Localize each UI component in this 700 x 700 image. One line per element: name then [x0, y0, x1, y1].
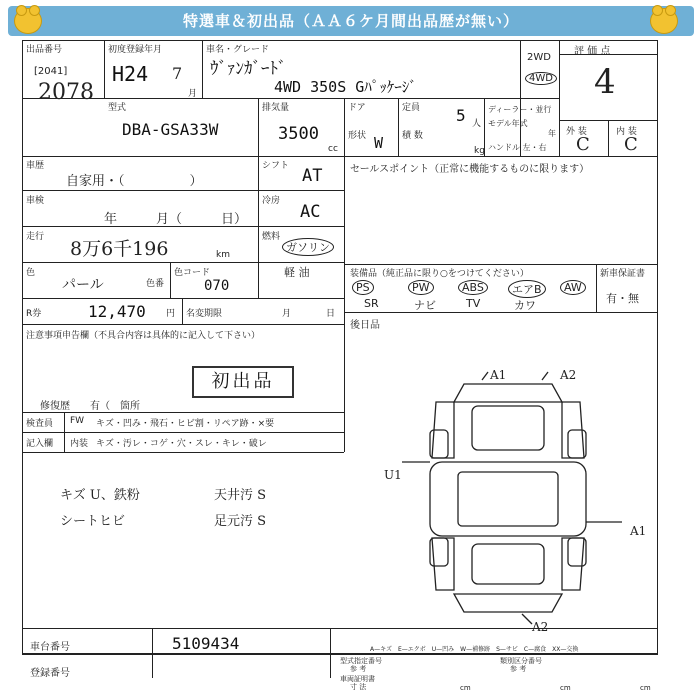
exterior-defects: キズ・凹み・飛石・ヒビ割・リペア跡・×要 [96, 419, 275, 429]
handwritten-note-3: 天井汚 S [214, 488, 267, 503]
displacement-label: 排気量 [262, 103, 290, 113]
mileage-unit: km [216, 250, 230, 260]
spec-ref-2: 参 考 [510, 665, 527, 673]
shift-value: AT [302, 166, 323, 186]
name-change-month: 月 [282, 309, 292, 319]
chassis-label: 車台番号 [30, 642, 70, 653]
spec-dimensions: 寸 法 [350, 683, 367, 691]
ac-label: 冷房 [262, 196, 281, 206]
fuel-diesel: 軽 油 [284, 266, 310, 279]
recycle-label: R券 [26, 309, 42, 319]
spec-type-number: 型式指定番号 [340, 657, 382, 665]
month-unit: 月 [188, 89, 198, 99]
handwritten-note-4: 足元汚 S [214, 514, 267, 529]
doors-label: ドア [348, 103, 366, 113]
repair-history: 修復歴 有（ 箇所 [40, 401, 140, 412]
capacity-label: 定員 [402, 103, 421, 113]
drive-2wd: 2WD [527, 52, 551, 63]
lot-number: 2078 [38, 80, 94, 105]
handle-label: ハンドル 左・右 [488, 143, 547, 152]
damage-mark-a2-top: A2 [560, 368, 577, 382]
model-code-label: 型式 [108, 103, 127, 113]
handwritten-note-2: シートヒビ [60, 514, 126, 529]
model-year-label: モデル年式 [488, 119, 528, 128]
equip-navi: ナビ [414, 299, 436, 312]
damage-legend: A—キズ E—エクボ U—凹み W—補修跡 S—サビ C—腐食 XX—交換 [370, 646, 579, 653]
car-grade: 4WD 350S Gﾊﾟｯｹｰｼﾞ [274, 78, 417, 96]
recycle-value: 12,470 [88, 302, 146, 321]
notes-label: 注意事項申告欄（不具合内容は具体的に記入して下さい） [26, 331, 261, 341]
equip-ps: PS [352, 280, 374, 295]
inspection-label: 車検 [26, 196, 45, 206]
first-registration-label: 初度登録年月 [108, 45, 163, 55]
ac-value: AC [300, 202, 321, 222]
recycle-unit: 円 [166, 309, 176, 319]
load-unit: kg [474, 146, 485, 156]
exterior-score-label: 外 装 [566, 127, 587, 137]
spec-class-number: 類別区分番号 [500, 657, 542, 665]
equip-leather: カワ [514, 299, 536, 312]
first-registration-year: H24 [112, 62, 149, 86]
exterior-score: C [576, 134, 590, 155]
color-value: パール [62, 277, 104, 293]
shift-label: シフト [262, 161, 290, 171]
damage-mark-a1-top: A1 [490, 368, 507, 382]
plate-label: 登録番号 [30, 668, 70, 679]
load-label: 積 数 [402, 131, 423, 141]
model-code: DBA-GSA33W [122, 120, 219, 139]
spec-ref-1: 参 考 [350, 665, 367, 673]
color-code: 070 [204, 278, 230, 294]
equipment-label: 装備品（純正品に限り○をつけてください） [350, 269, 529, 279]
interior-score: C [624, 134, 638, 155]
chassis-number: 5109434 [172, 634, 240, 653]
equip-airbag: エアB [508, 280, 546, 298]
shape-label: 形状 [348, 131, 367, 141]
drive-4wd-circled: 4WD [525, 72, 557, 85]
history-label: 車歴 [26, 161, 45, 171]
damage-mark-a2-bottom: A2 [532, 620, 549, 634]
warranty-value: 有・無 [606, 292, 639, 305]
warranty-label: 新車保証書 [600, 269, 646, 279]
interior-score-label: 内 装 [616, 127, 637, 137]
color-number-label: 色番 [146, 279, 165, 289]
spec-cm-unit-1: cm [460, 684, 471, 692]
spec-certificate: 車両証明書 [340, 675, 375, 683]
capacity-value: 5 [456, 106, 466, 125]
capacity-unit: 人 [472, 119, 482, 129]
inspector-label: 検査員 [26, 419, 54, 429]
mileage-value: 8万6千196 [70, 238, 169, 260]
spec-cm-unit-3: cm [640, 684, 651, 692]
bear-mascot-icon [650, 8, 678, 34]
exterior-head: FW [70, 416, 85, 426]
sales-point-label: セールスポイント（正常に機能するものに限ります） [350, 164, 590, 175]
damage-mark-a1-right: A1 [630, 524, 647, 538]
equip-pw: PW [408, 280, 434, 295]
displacement-unit: cc [328, 144, 338, 154]
equip-abs: ABS [458, 280, 488, 295]
score-label: 評 価 点 [574, 46, 611, 57]
name-change-label: 名変期限 [186, 309, 223, 319]
dealer-label: ディーラー・並行 [488, 105, 552, 114]
interior-defects: キズ・汚レ・コゲ・穴・スレ・キレ・破レ [96, 439, 267, 449]
equip-sr: SR [364, 297, 379, 310]
history-value: 自家用・（ ） [66, 174, 203, 189]
color-code-label: 色コード [174, 268, 211, 278]
car-model-name: ｳﾞｧﾝｶﾞｰﾄﾞ [210, 59, 287, 79]
color-label: 色 [26, 268, 36, 278]
spec-cm-unit-2: cm [560, 684, 571, 692]
entry-label: 記入欄 [26, 439, 54, 449]
first-registration-month: 7 [172, 64, 183, 83]
mileage-label: 走行 [26, 232, 45, 242]
fuel-gasoline-circled: ガソリン [282, 238, 334, 256]
first-listing-stamp: 初出品 [192, 366, 294, 398]
equip-aw: AW [560, 280, 586, 295]
model-year-unit: 年 [548, 129, 556, 138]
car-name-label: 車名・グレード [206, 45, 270, 55]
equip-tv: TV [466, 297, 481, 310]
damage-mark-u1: U1 [384, 468, 402, 482]
rear-items-label: 後日品 [350, 320, 380, 331]
interior-head: 内装 [70, 439, 89, 449]
bear-mascot-icon [14, 8, 42, 34]
inspection-value: 年 月（ 日） [104, 212, 248, 227]
body-shape: W [374, 134, 384, 152]
name-change-day: 日 [326, 309, 336, 319]
lot-number-label: 出品番号 [26, 45, 63, 55]
fuel-label: 燃料 [262, 232, 281, 242]
handwritten-note-1: キズ U、鉄粉 [60, 488, 140, 503]
score-value: 4 [594, 62, 616, 102]
lot-sub-number: [2041] [34, 66, 68, 77]
car-damage-diagram [372, 362, 652, 632]
page-title: 特選車＆初出品（ＡＡ６ケ月間出品歴が無い） [8, 6, 694, 36]
displacement-value: 3500 [278, 124, 319, 144]
